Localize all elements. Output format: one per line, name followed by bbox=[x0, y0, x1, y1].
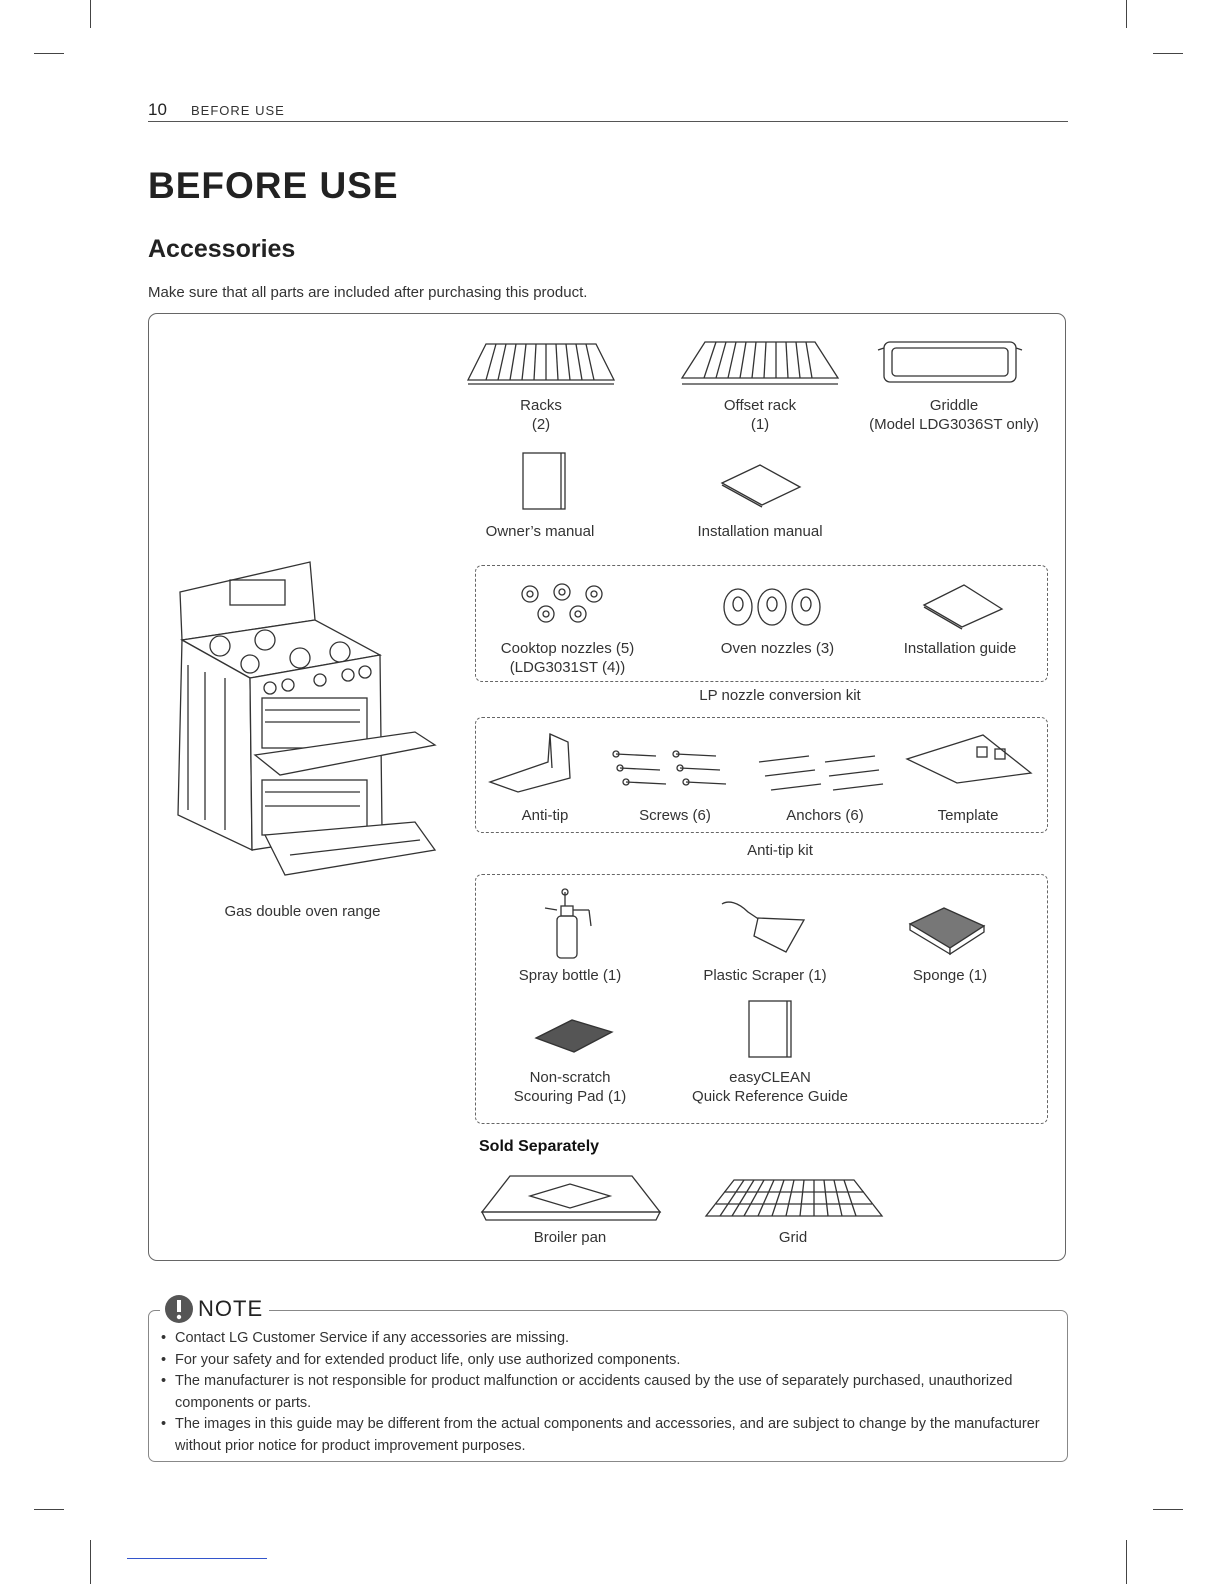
crop-mark bbox=[1126, 0, 1127, 28]
broiler-pan-label: Broiler pan bbox=[533, 1229, 607, 1246]
griddle-label: Griddle (Model LDG3036ST only) bbox=[869, 397, 1039, 433]
scouring-pad-label: Non-scratch Scouring Pad (1) bbox=[513, 1069, 627, 1105]
plastic-scraper-label: Plastic Scraper (1) bbox=[703, 967, 827, 984]
installation-manual-label: Installation manual bbox=[697, 523, 823, 540]
griddle-icon bbox=[878, 338, 1023, 386]
lp-kit-title: LP nozzle conversion kit bbox=[699, 687, 861, 704]
note-item: • Contact LG Customer Service if any accessories are missing. bbox=[160, 1328, 1060, 1350]
note-title: NOTE bbox=[198, 1296, 264, 1321]
sponge-icon bbox=[908, 906, 986, 956]
antitip-kit-title: Anti-tip kit bbox=[747, 842, 813, 859]
header-rule bbox=[148, 121, 1068, 122]
installation-manual-icon bbox=[720, 463, 802, 507]
offset-rack-icon bbox=[680, 340, 840, 388]
crop-mark bbox=[34, 1509, 64, 1510]
cooktop-nozzles-label: Cooktop nozzles (5) (LDG3031ST (4)) bbox=[500, 640, 635, 676]
anchors-label: Anchors (6) bbox=[786, 807, 864, 824]
spray-bottle-label: Spray bottle (1) bbox=[518, 967, 622, 984]
note-item: • The manufacturer is not responsible for product malfunction or accidents caused by the use of separately purchased, unauthorized components or parts. bbox=[160, 1371, 1060, 1414]
screws-icon bbox=[612, 748, 732, 792]
plastic-scraper-icon bbox=[718, 898, 810, 954]
crop-mark bbox=[34, 53, 64, 54]
intro-text: Make sure that all parts are included after purchasing this product. bbox=[148, 284, 588, 301]
antitip-bracket-icon bbox=[488, 732, 588, 794]
easyclean-guide-icon bbox=[746, 998, 796, 1060]
template-icon bbox=[905, 733, 1035, 785]
gas-double-oven-range-illustration bbox=[170, 560, 440, 890]
template-label: Template bbox=[937, 807, 999, 824]
note-item: • The images in this guide may be different from the actual components and accessories, and are subject to change by the manufacturer without prior notice for product improvement purposes. bbox=[160, 1414, 1060, 1457]
note-header bbox=[160, 1294, 269, 1324]
caution-icon bbox=[164, 1294, 194, 1324]
page-number: 10 bbox=[148, 100, 167, 119]
rack-icon bbox=[466, 340, 616, 388]
cooktop-nozzles-icon bbox=[516, 582, 616, 626]
screws-label: Screws (6) bbox=[639, 807, 711, 824]
anchors-icon bbox=[755, 748, 885, 798]
footer-rule bbox=[127, 1558, 267, 1559]
grid-label: Grid bbox=[778, 1229, 808, 1246]
crop-mark bbox=[90, 1540, 91, 1584]
owners-manual-label: Owner’s manual bbox=[485, 523, 595, 540]
sponge-label: Sponge (1) bbox=[912, 967, 988, 984]
oven-nozzles-icon bbox=[720, 582, 830, 632]
running-header: BEFORE USE bbox=[191, 103, 285, 118]
racks-label: Racks (2) bbox=[520, 397, 562, 433]
broiler-pan-icon bbox=[480, 1172, 662, 1224]
scouring-pad-icon bbox=[534, 1016, 614, 1056]
grid-icon bbox=[704, 1176, 884, 1222]
crop-mark bbox=[1153, 53, 1183, 54]
spray-bottle-icon bbox=[543, 888, 597, 960]
sold-separately-title: Sold Separately bbox=[479, 1138, 600, 1155]
installation-guide-icon bbox=[922, 583, 1004, 631]
page-title: BEFORE USE bbox=[148, 165, 399, 206]
easyclean-guide-label: easyCLEAN Quick Reference Guide bbox=[692, 1069, 848, 1105]
offset-rack-label: Offset rack (1) bbox=[723, 397, 797, 433]
installation-guide-label: Installation guide bbox=[903, 640, 1017, 657]
oven-nozzles-label: Oven nozzles (3) bbox=[720, 640, 835, 657]
note-list bbox=[160, 1328, 1060, 1457]
range-label: Gas double oven range bbox=[224, 903, 381, 920]
crop-mark bbox=[1126, 1540, 1127, 1584]
crop-mark bbox=[90, 0, 91, 28]
section-title: Accessories bbox=[148, 235, 296, 263]
crop-mark bbox=[1153, 1509, 1183, 1510]
owners-manual-icon bbox=[520, 450, 570, 512]
note-item: • For your safety and for extended product life, only use authorized components. bbox=[160, 1350, 1060, 1372]
antitip-label: Anti-tip bbox=[521, 807, 569, 824]
